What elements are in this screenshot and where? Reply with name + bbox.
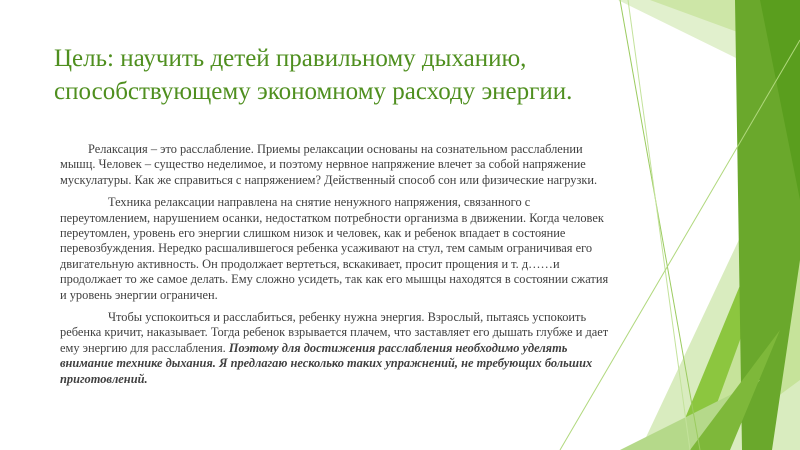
- slide-body-text: [60, 142, 612, 394]
- paragraph-calming: [60, 310, 612, 387]
- paragraph-relaxation-definition: Релаксация – это расслабление. Приемы релаксации основаны на сознательном расслаблении мышц. Человек – существо неделимое, и поэтому нервное напряжение влечет за собой напряжение мускулатуры. Как же справиться с напряжением? Действенный способ сон или физические нагрузки.: [60, 142, 598, 187]
- slide-title: Цель: научить детей правильному дыханию, способствующему экономному расходу энергии.: [54, 45, 573, 105]
- paragraph-relaxation-technique: Техника релаксации направлена на снятие ненужного напряжения, связанного с переутомлением, нарушением осанки, недостатком потребности организма в движении. Когда человек переутомлен, уровень его энергии слишком низок и человек, как и ребенок впадает в состояние перевозбуждения. Нередко расшалившегося ребенка усаживают на стул, тем самым ограничивая его двигательную активность. Он продолжает вертеться, вскакивает, просит прощения и т. д……и продолжает то же самое делать. Ему сложно усидеть, так как его мышцы находятся в состоянии сжатия и уровень энергии ограничен.: [60, 195, 609, 302]
- paragraph-calming-emphasis: Поэтому для достижения расслабления необходимо уделять внимание технике дыхания. Я предлагаю несколько таких упражнений, не требующих больших приготовлений.: [60, 340, 593, 386]
- paragraph-calming-text: Чтобы успокоиться и расслабиться, ребенку нужна энергия. Взрослый, пытаясь успокоить ребенка кричит, наказывает. Тогда ребенок взрывается плачем, что заставляет его дышать глубже и дает ему энергию для расслабления.: [60, 310, 609, 355]
